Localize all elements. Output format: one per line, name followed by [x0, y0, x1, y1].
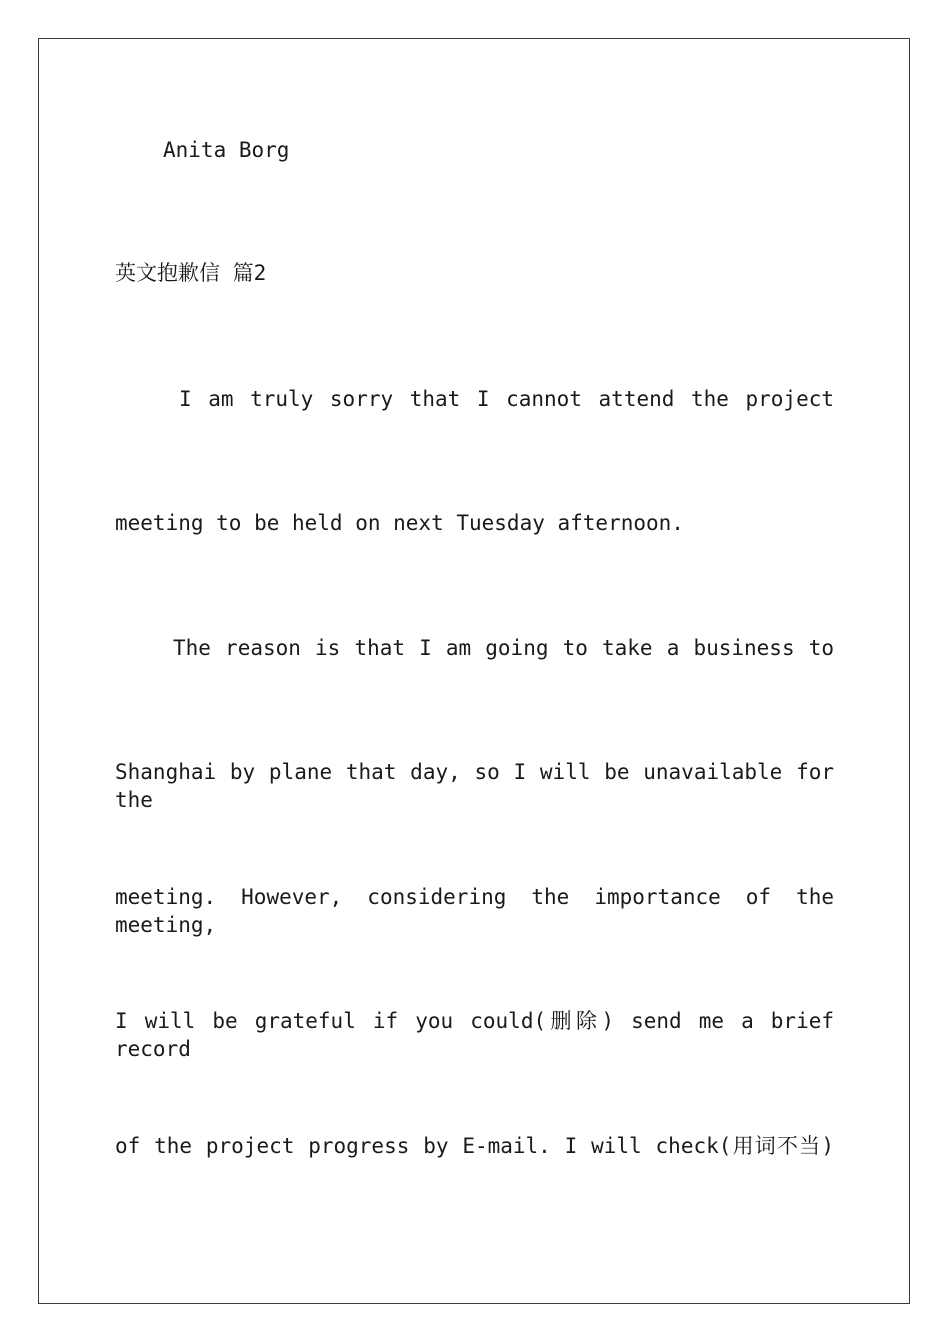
paragraph-2-line-3: meeting. However, considering the importance of the meeting, [115, 885, 834, 937]
section-heading: 英文抱歉信 篇2 [115, 261, 267, 285]
paragraph-2-line-5: of the project progress by E-mail. I will check(用词不当) [115, 1134, 834, 1158]
paragraph-2-line-1: The reason is that I am going to take a business to [173, 636, 834, 660]
paragraph-1-line-1: I am truly sorry that I cannot attend the project [179, 387, 834, 411]
signature-name: Anita Borg [163, 138, 290, 162]
page-frame [38, 38, 910, 1304]
paragraph-2-line-2: Shanghai by plane that day, so I will be unavailable for the [115, 760, 834, 812]
paragraph-1-line-2: meeting to be held on next Tuesday afternoon. [115, 511, 684, 535]
paragraph-2-line-4: I will be grateful if you could(删除) send me a brief record [115, 1009, 834, 1061]
